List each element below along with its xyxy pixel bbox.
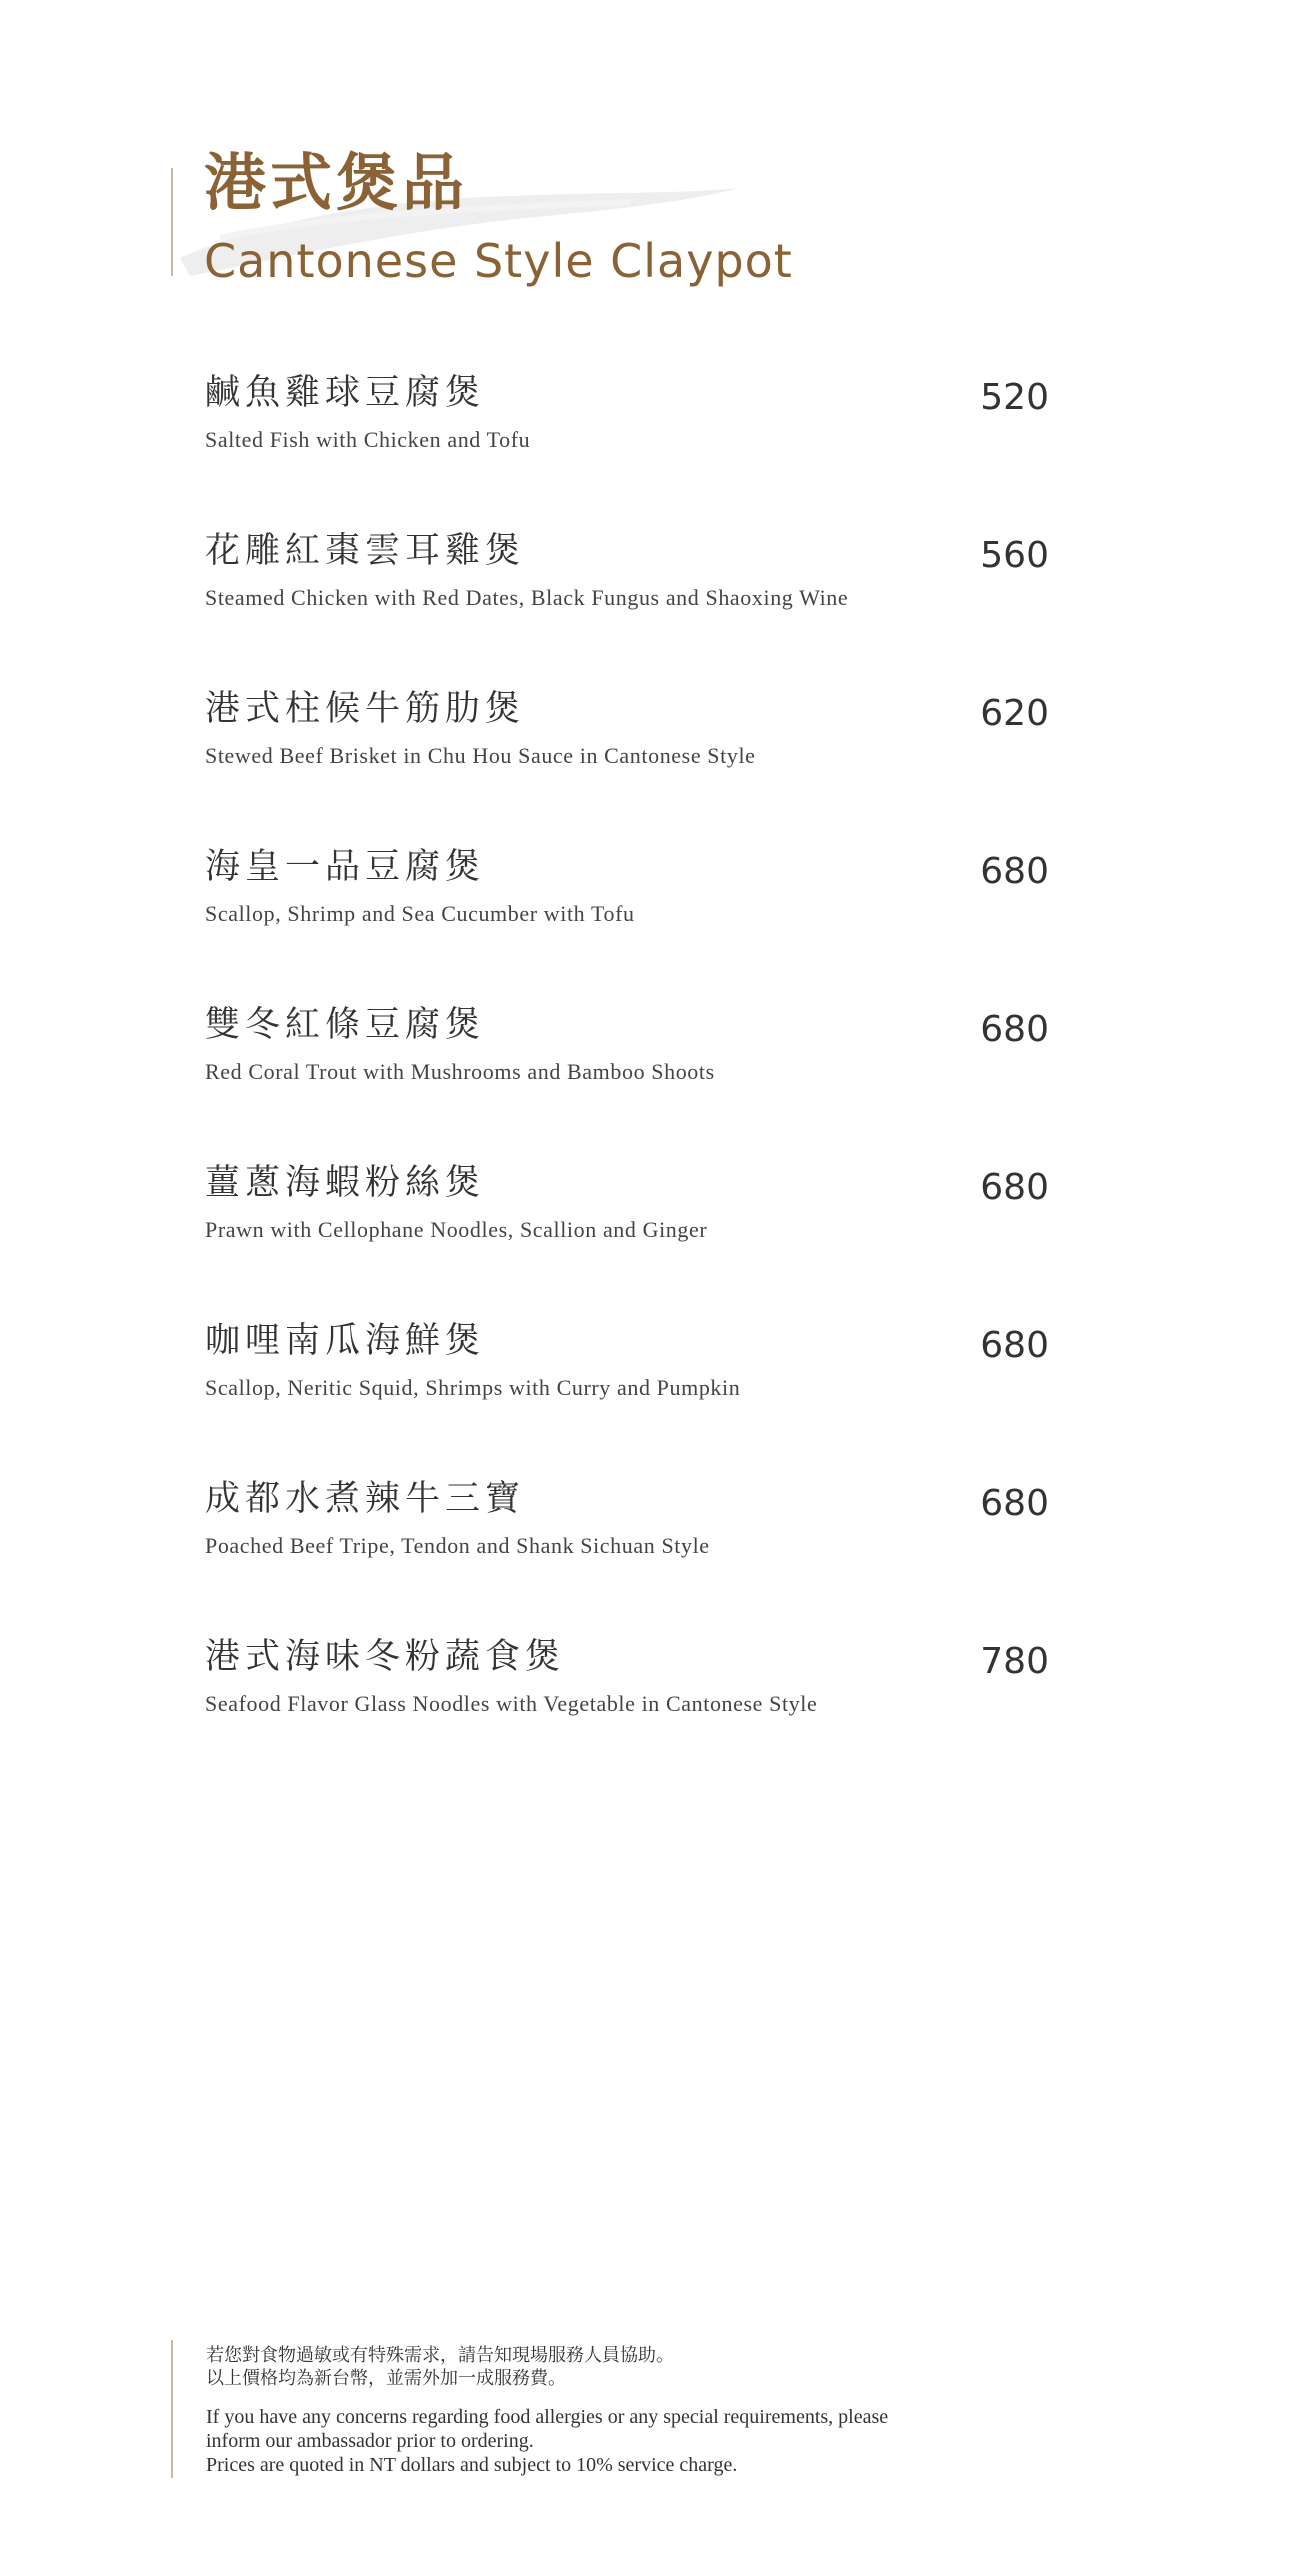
footer-divider	[171, 2340, 173, 2478]
item-price: 620	[980, 693, 1049, 734]
menu-item	[205, 846, 1065, 1004]
item-name-en: Red Coral Trout with Mushrooms and Bamboo Shoots	[205, 1059, 715, 1084]
item-price: 560	[980, 535, 1049, 576]
menu-item	[205, 1478, 1065, 1636]
item-name-en: Stewed Beef Brisket in Chu Hou Sauce in Cantonese Style	[205, 743, 756, 768]
menu-item	[205, 1320, 1065, 1478]
item-name-zh: 港式柱候牛筋肋煲	[205, 689, 526, 729]
page-title-en: Cantonese Style Claypot	[204, 234, 793, 288]
price-notice-zh: 以上價格均為新台幣，並需外加一成服務費。	[206, 2368, 566, 2390]
menu-item	[205, 1162, 1065, 1320]
item-name-zh: 花雕紅棗雲耳雞煲	[205, 531, 526, 571]
menu-item	[205, 688, 1065, 846]
menu-item	[205, 1004, 1065, 1162]
item-price: 680	[980, 1167, 1049, 1208]
item-name-en: Prawn with Cellophane Noodles, Scallion and Ginger	[205, 1217, 708, 1242]
footer-notice	[206, 2344, 1106, 2477]
item-price: 780	[980, 1641, 1049, 1682]
allergy-notice-zh: 若您對食物過敏或有特殊需求，請告知現場服務人員協助。	[206, 2345, 674, 2366]
item-name-zh: 港式海味冬粉蔬食煲	[205, 1637, 566, 1677]
item-price: 680	[980, 1009, 1049, 1050]
item-name-zh: 海皇一品豆腐煲	[205, 847, 486, 887]
menu-list	[205, 372, 1065, 1794]
menu-item	[205, 1636, 1065, 1794]
menu-item	[205, 372, 1065, 530]
item-name-en: Seafood Flavor Glass Noodles with Vegetable in Cantonese Style	[205, 1691, 818, 1716]
item-name-zh: 成都水煮辣牛三寶	[205, 1479, 526, 1519]
item-name-en: Poached Beef Tripe, Tendon and Shank Sichuan Style	[205, 1533, 710, 1558]
item-name-zh: 雙冬紅條豆腐煲	[205, 1005, 486, 1045]
item-name-zh: 咖哩南瓜海鮮煲	[205, 1321, 486, 1361]
item-name-en: Salted Fish with Chicken and Tofu	[205, 427, 531, 452]
item-name-en: Scallop, Neritic Squid, Shrimps with Curry and Pumpkin	[205, 1375, 741, 1400]
header-divider	[171, 168, 173, 276]
item-name-zh: 薑蔥海蝦粉絲煲	[205, 1163, 486, 1203]
page-title-zh: 港式煲品	[204, 146, 469, 219]
item-name-en: Scallop, Shrimp and Sea Cucumber with Tofu	[205, 901, 635, 926]
allergy-notice-en-line2: inform our ambassador prior to ordering.	[206, 2429, 534, 2452]
item-price: 680	[980, 851, 1049, 892]
item-name-zh: 鹹魚雞球豆腐煲	[205, 373, 486, 413]
menu-item	[205, 530, 1065, 688]
price-notice-en: Prices are quoted in NT dollars and subject to 10% service charge.	[206, 2453, 738, 2476]
item-name-en: Steamed Chicken with Red Dates, Black Fungus and Shaoxing Wine	[205, 585, 849, 610]
item-price: 520	[980, 377, 1049, 418]
item-price: 680	[980, 1483, 1049, 1524]
item-price: 680	[980, 1325, 1049, 1366]
allergy-notice-en-line1: If you have any concerns regarding food allergies or any special requirements, please	[206, 2405, 889, 2428]
